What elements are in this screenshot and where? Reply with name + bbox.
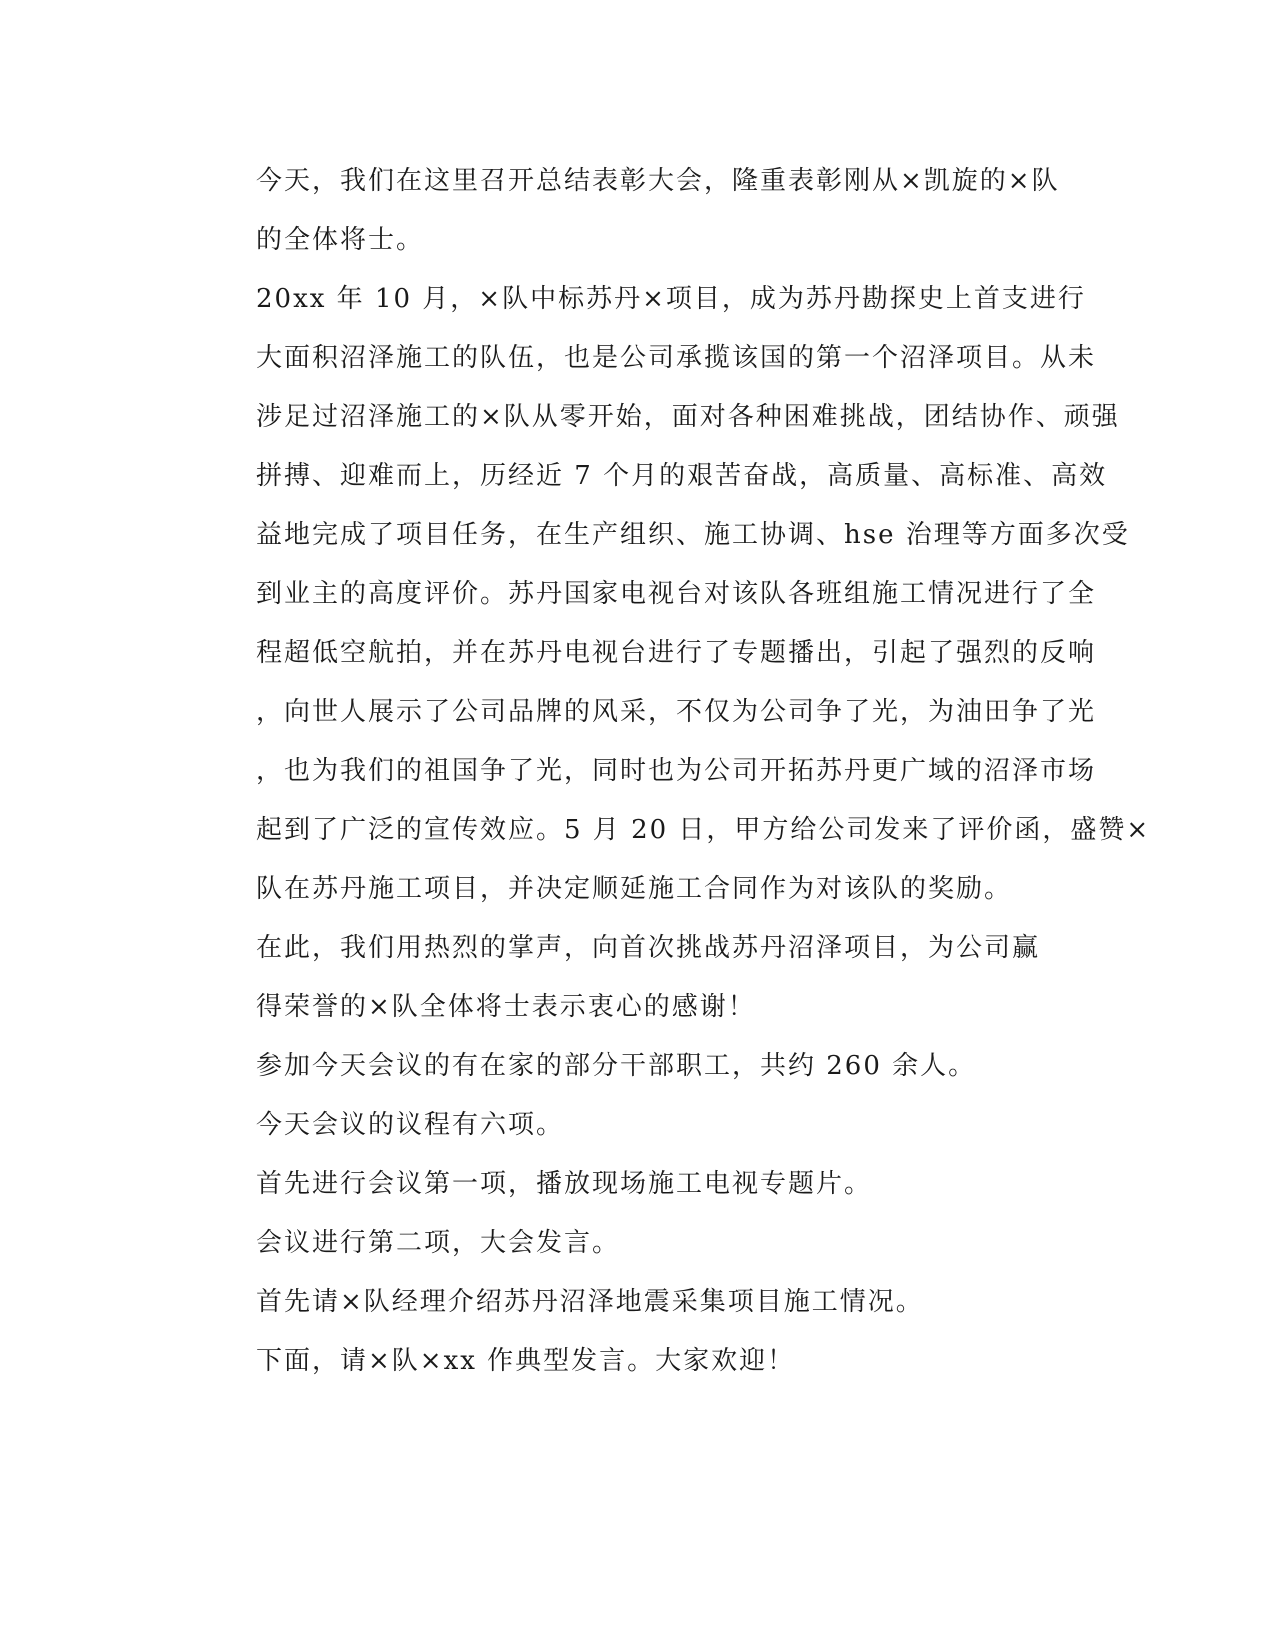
text-line: 下面，请×队×xx 作典型发言。大家欢迎！ — [256, 1346, 796, 1376]
paragraph-manager-intro — [183, 1273, 1043, 1332]
text-line: 程超低空航拍，并在苏丹电视台进行了专题播出，引起了强烈的反响 — [256, 638, 1097, 668]
document-body — [183, 152, 1151, 1391]
text-line: 益地完成了项目任务，在生产组织、施工协调、hse 治理等方面多次受 — [256, 520, 1130, 550]
text-line: 起到了广泛的宣传效应。5 月 20 日，甲方给公司发来了评价函，盛赞× — [256, 815, 1151, 845]
text-line: 拼搏、迎难而上，历经近 7 个月的艰苦奋战，高质量、高标准、高效 — [256, 461, 1108, 491]
paragraph-gratitude — [183, 919, 1043, 1037]
paragraph-agenda-item-2 — [183, 1214, 1043, 1273]
paragraph-opening — [183, 152, 1060, 270]
text-line: ，也为我们的祖国争了光，同时也为公司开拓苏丹更广域的沼泽市场 — [256, 756, 1097, 786]
text-line: 今天会议的议程有六项。 — [256, 1110, 565, 1140]
paragraph-agenda-item-1 — [183, 1155, 1043, 1214]
text-line: 参加今天会议的有在家的部分干部职工，共约 260 余人。 — [256, 1051, 977, 1081]
paragraph-agenda — [183, 1096, 1043, 1155]
text-line: 首先请×队经理介绍苏丹沼泽地震采集项目施工情况。 — [256, 1287, 924, 1317]
text-line: ，向世人展示了公司品牌的风采，不仅为公司争了光，为油田争了光 — [256, 697, 1097, 727]
text-line: 队在苏丹施工项目，并决定顺延施工合同作为对该队的奖励。 — [256, 874, 1013, 904]
text-line: 到业主的高度评价。苏丹国家电视台对该队各班组施工情况进行了全 — [256, 579, 1097, 609]
text-line: 会议进行第二项，大会发言。 — [256, 1228, 621, 1258]
paragraph-typical-speech — [183, 1332, 1043, 1391]
text-line: 涉足过沼泽施工的×队从零开始，面对各种困难挑战，团结协作、顽强 — [256, 402, 1120, 432]
text-line: 20xx 年 10 月，×队中标苏丹×项目，成为苏丹勘探史上首支进行 — [256, 284, 1086, 314]
paragraph-attendance — [183, 1037, 1043, 1096]
text-line: 在此，我们用热烈的掌声，向首次挑战苏丹沼泽项目，为公司赢 — [256, 933, 1041, 963]
text-line: 大面积沼泽施工的队伍，也是公司承揽该国的第一个沼泽项目。从未 — [256, 343, 1097, 373]
text-line: 得荣誉的×队全体将士表示衷心的感谢！ — [256, 992, 756, 1022]
text-line: 的全体将士。 — [256, 225, 425, 255]
paragraph-project-summary — [183, 270, 1151, 919]
text-line: 今天，我们在这里召开总结表彰大会，隆重表彰刚从×凯旋的×队 — [256, 166, 1060, 196]
text-line: 首先进行会议第一项，播放现场施工电视专题片。 — [256, 1169, 873, 1199]
